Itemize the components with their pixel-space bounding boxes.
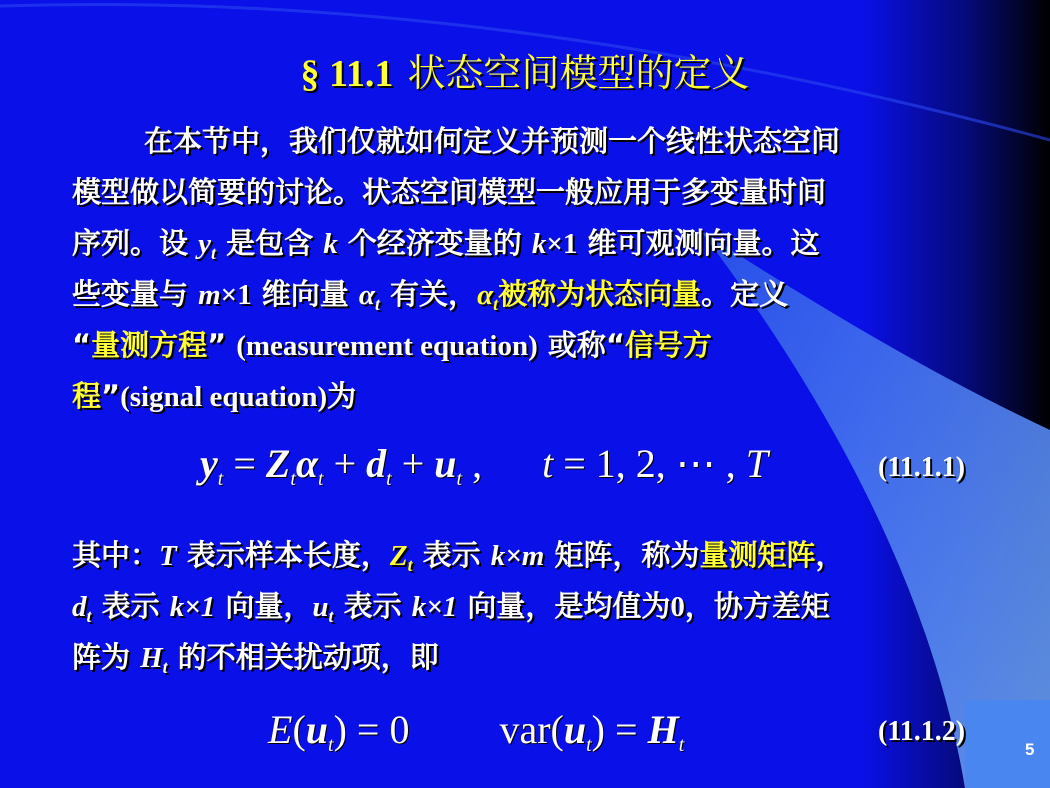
measurement-equation: $y_t = Z_t\alpha_t + d_t + u_t$ , t = 1, 2, ⋯ , T bbox=[200, 441, 769, 490]
measurement-matrix-term: 量测矩阵 bbox=[699, 538, 816, 572]
para2-line1: 其中：T 表示样本长度，$Z_t$ 表示 k×m 矩阵，称为量测矩阵， bbox=[72, 538, 845, 575]
disturbance-equation: $E(u_t) = 0$ $var(u_t) = H_t$ bbox=[268, 707, 685, 756]
equation-number-2: (11.1.2) bbox=[878, 716, 966, 747]
section-number: § 11.1 bbox=[300, 53, 394, 95]
para1-line3: 序列。设 $y_t$ 是包含 k 个经济变量的 k×1 维可观测向量。这 bbox=[72, 226, 820, 263]
para1-line5: “量测方程” (measurement equation) 或称“信号方 bbox=[72, 328, 712, 362]
intro-paragraph bbox=[72, 116, 992, 422]
para2-line3: 阵为 $H_t$ 的不相关扰动项，即 bbox=[72, 640, 439, 677]
equation-number-1: (11.1.1) bbox=[878, 452, 966, 483]
para1-line1: 在本节中，我们仅就如何定义并预测一个线性状态空间 bbox=[144, 124, 841, 158]
title-text: 状态空间模型的定义 bbox=[407, 51, 750, 95]
para1-line4: 些变量与 m×1 维向量 $\alpha_t$ 有关，$\alpha_t$被称为状态向量。定义 bbox=[72, 277, 789, 314]
state-vector-term: 被称为状态向量 bbox=[498, 277, 702, 311]
para2-line2: $d_t$ 表示 k×1 向量，$u_t$ 表示 k×1 向量，是均值为0，协方差矩 bbox=[72, 589, 830, 626]
measurement-equation-term: 量测方程 bbox=[91, 328, 208, 362]
para1-line6: 程”(signal equation)为 bbox=[72, 379, 357, 413]
definitions-paragraph bbox=[72, 530, 992, 683]
slide-title bbox=[0, 42, 1050, 97]
para1-line2: 模型做以简要的讨论。状态空间模型一般应用于多变量时间 bbox=[72, 175, 827, 209]
page-number: 5 bbox=[1025, 740, 1035, 759]
